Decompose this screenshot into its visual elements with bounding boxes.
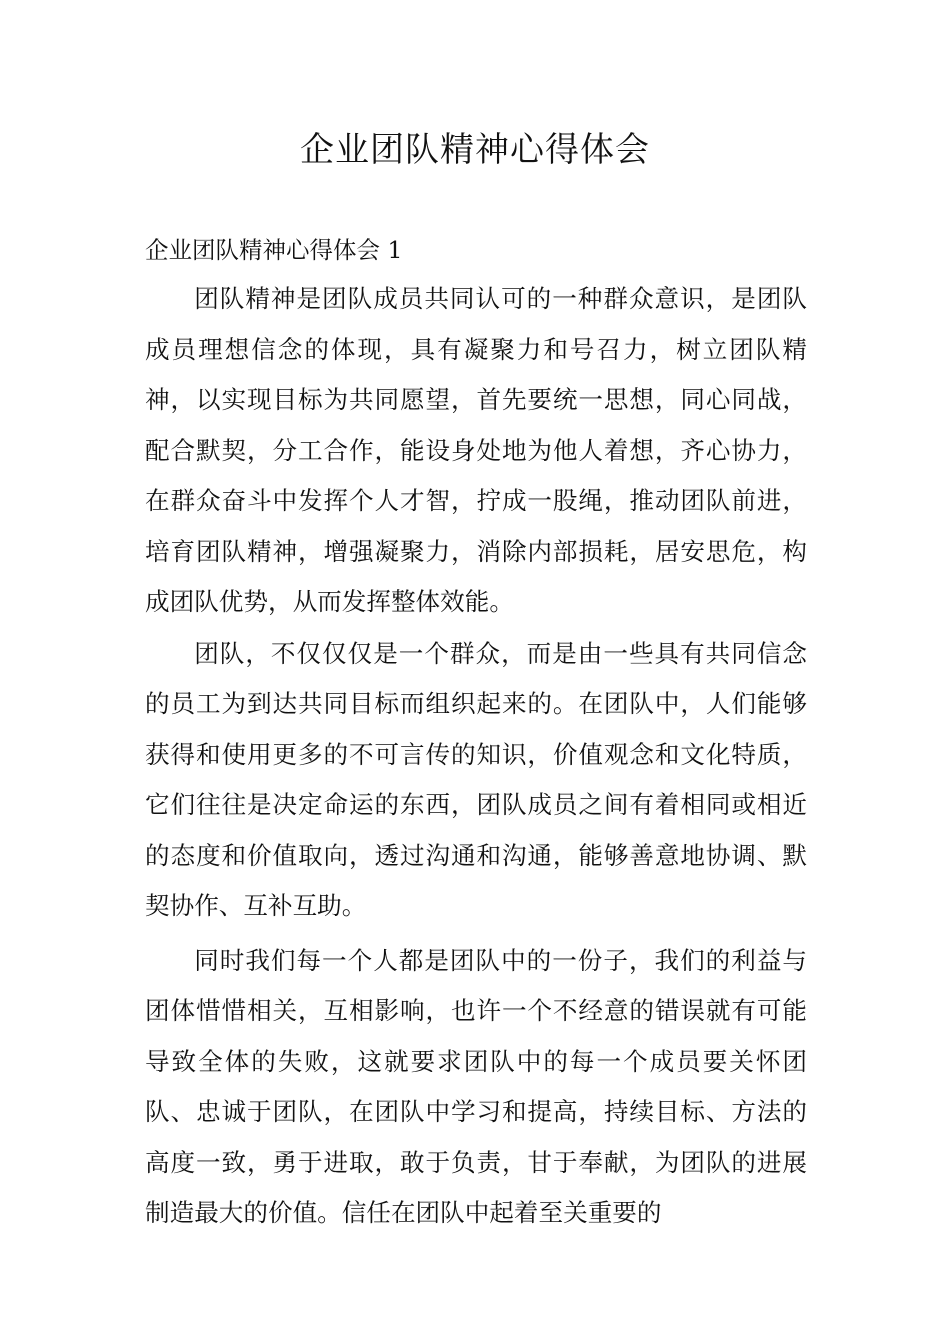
section-heading: 企业团队精神心得体会 1: [145, 236, 403, 264]
document-body: [145, 226, 807, 1239]
paragraph-2: 团队，不仅仅仅是一个群众，而是由一些具有共同信念的员工为到达共同目标而组织起来的。在团队中，人们能够获得和使用更多的不可言传的知识，价值观念和文化特质，它们往往是决定命运的东西，团队成员之间有着相同或相近的态度和价值取向，透过沟通和沟通，能够善意地协调、默契协作、互补互助。: [145, 638, 807, 920]
document-title: 企业团队精神心得体会: [300, 130, 650, 170]
paragraph-1: 团队精神是团队成员共同认可的一种群众意识，是团队成员理想信念的体现，具有凝聚力和号召力，树立团队精神，以实现目标为共同愿望，首先要统一思想，同心同战，配合默契，分工合作，能设身处地为他人着想，齐心协力，在群众奋斗中发挥个人才智，拧成一股绳，推动团队前进，培育团队精神，增强凝聚力，消除内部损耗，居安思危，构成团队优势，从而发挥整体效能。: [145, 284, 807, 616]
paragraph-3: 同时我们每一个人都是团队中的一份子，我们的利益与团体惜惜相关，互相影响，也许一个不经意的错误就有可能导致全体的失败，这就要求团队中的每一个成员要关怀团队、忠诚于团队，在团队中学习和提高，持续目标、方法的高度一致，勇于进取，敢于负责，甘于奉献，为团队的进展制造最大的价值。信任在团队中起着至关重要的: [145, 945, 807, 1227]
